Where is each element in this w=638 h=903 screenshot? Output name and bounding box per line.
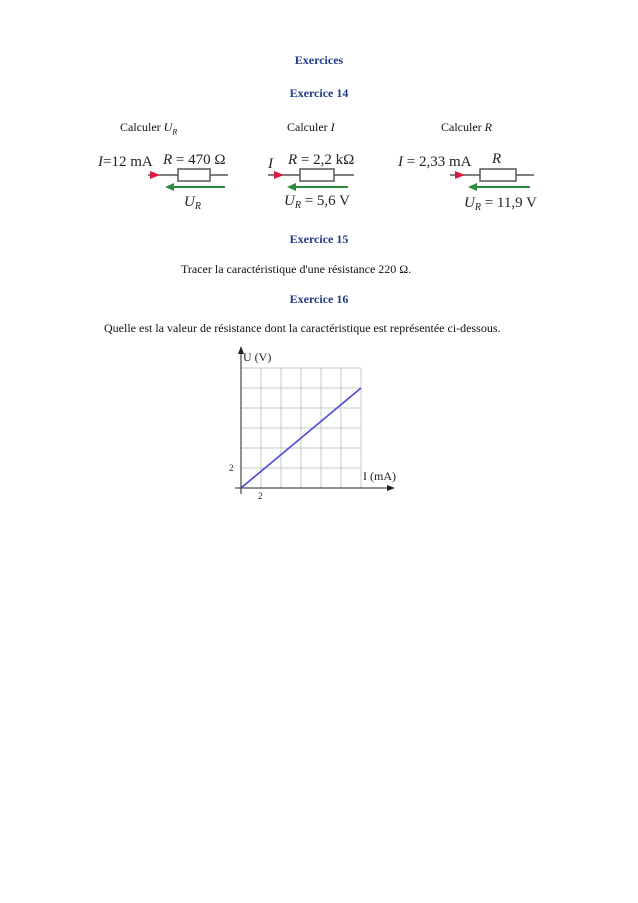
circuit-3-voltage: $U_R = 11,9$ V: [464, 195, 537, 213]
circuit-1-resistance: R = 470 Ω: [163, 152, 226, 168]
prompt-calculate-r: Calculer R: [441, 120, 492, 134]
x-tick-label: 2: [258, 491, 263, 501]
circuit-3: [398, 146, 548, 214]
circuit-3-current: I = 2,33 mA: [398, 154, 472, 170]
circuit-2-voltage-arrow: [287, 183, 296, 191]
page-title: Exercices: [294, 53, 344, 67]
exercise-16-text: Quelle est la valeur de résistance dont la caractéristique est représentée ci-dessous.: [104, 321, 501, 335]
circuit-2-resistance: R = 2,2 kΩ: [288, 152, 355, 168]
x-axis-label: I (mA): [363, 469, 396, 483]
circuit-3-resistor: [480, 169, 516, 181]
circuit-2-voltage: $U_R = 5,6$ V: [284, 193, 350, 211]
circuit-2-resistor: [300, 169, 334, 181]
prompt-calculate-ur: Calculer $U_R$: [120, 120, 178, 137]
x-axis-arrow: [387, 485, 395, 491]
exercise-15-heading: Exercice 15: [289, 232, 349, 246]
prompt-calculate-i: Calculer I: [287, 120, 335, 134]
exercise-15-text: Tracer la caractéristique d'une résistance 220 Ω.: [181, 262, 412, 276]
circuit-1-current: I=12 mA: [98, 154, 153, 170]
circuit-1-voltage-arrow: [165, 183, 174, 191]
circuit-3-current-arrow: [455, 171, 465, 179]
chart-svg: [220, 345, 420, 505]
circuit-2-current: I: [268, 156, 273, 172]
circuit-1-resistor: [178, 169, 210, 181]
circuit-1-voltage: $U_R$: [184, 194, 201, 212]
circuit-3-voltage-arrow: [468, 183, 477, 191]
circuit-2-current-arrow: [274, 171, 284, 179]
circuit-1: [98, 146, 248, 214]
exercise-16-heading: Exercice 16: [289, 292, 349, 306]
exercise-14-heading: Exercice 14: [289, 86, 349, 100]
circuit-2: [266, 146, 416, 214]
circuit-1-current-arrow: [150, 171, 160, 179]
ui-characteristic-chart: [220, 345, 420, 510]
circuit-3-resistance: R: [492, 151, 502, 167]
y-tick-label: 2: [229, 463, 234, 473]
y-axis-label: U (V): [243, 350, 272, 364]
